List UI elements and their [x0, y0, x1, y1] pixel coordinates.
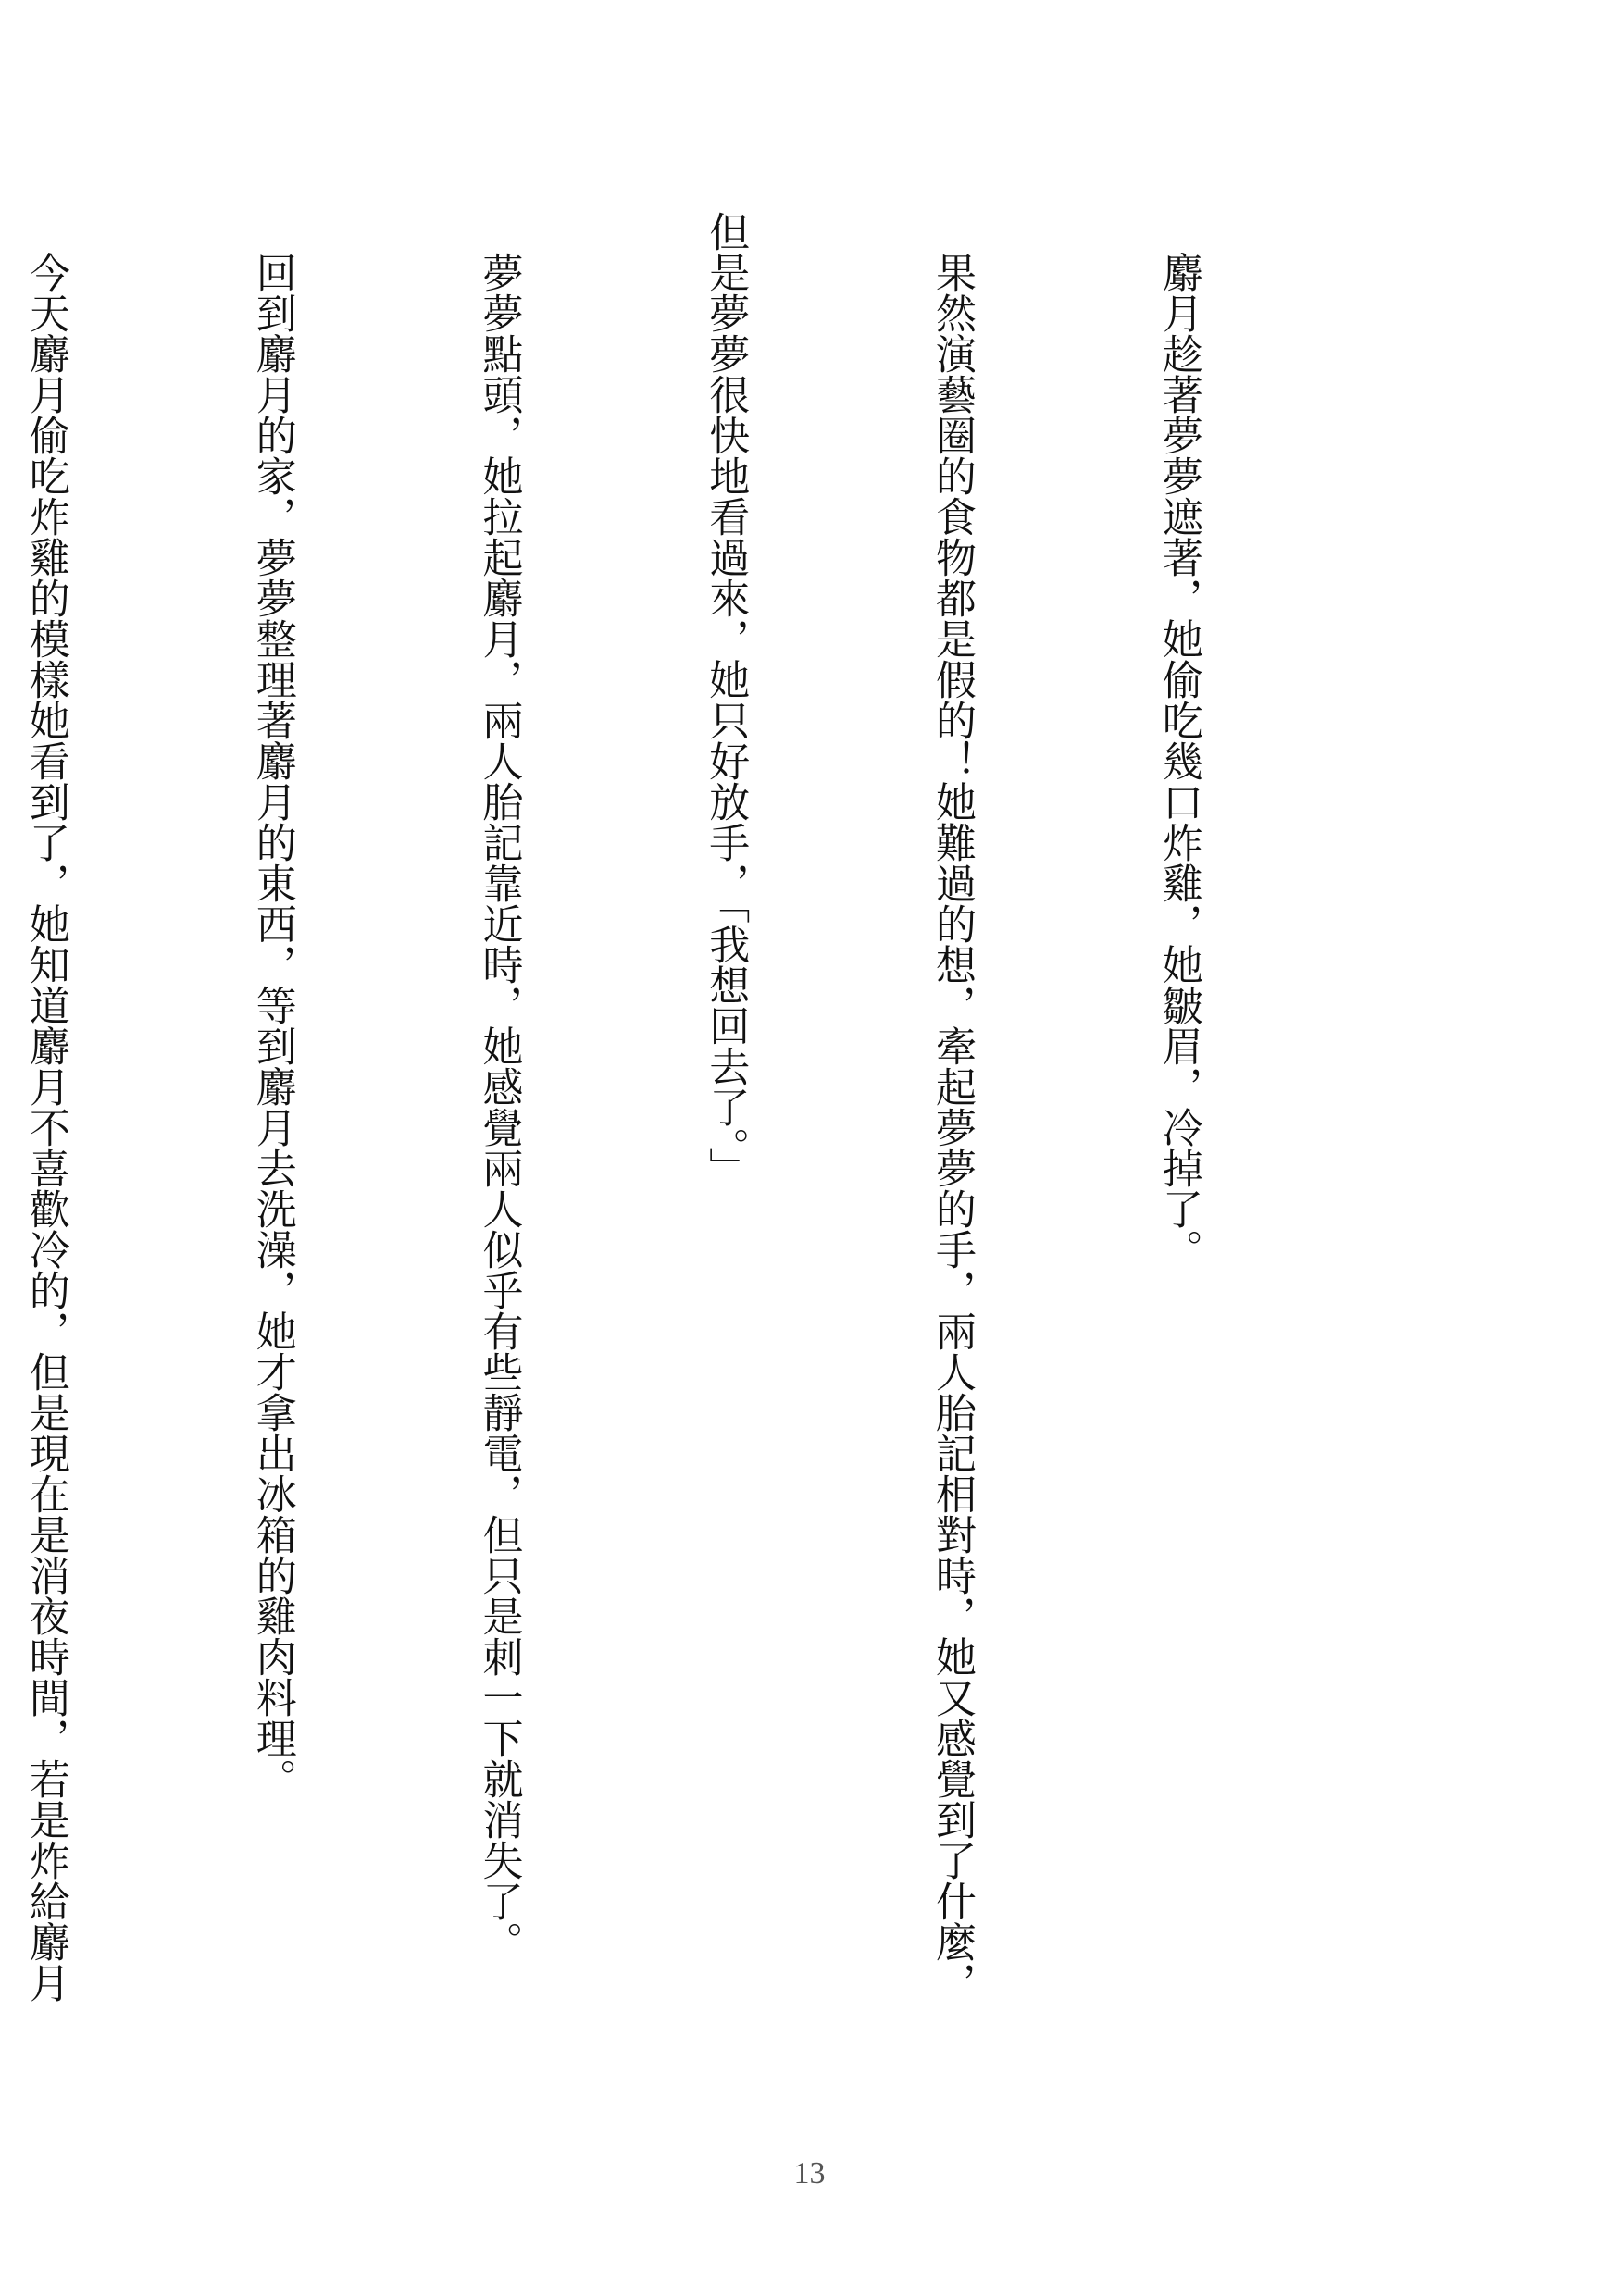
text-line-4: 夢夢點頭，她拉起麝月，兩人胎記靠近時，她感覺兩人似乎有些靜電，但只是刺一下就消失了。 — [475, 252, 523, 1962]
text-line-5: 回到麝月的家，夢夢整理著麝月的東西，等到麝月去洗澡，她才拿出冰箱的雞肉料理。 — [248, 252, 296, 1799]
text-line-2: 果然演藝圈的食物都是假的！她難過的想，牽起夢夢的手，兩人胎記相對時，她又感覺到了什麼， — [928, 252, 977, 2003]
vertical-text-body — [21, 211, 1367, 2016]
text-line-1: 麝月趁著夢夢遮著，她偷吃幾口炸雞，她皺眉，冷掉了。 — [1154, 252, 1202, 1270]
text-line-3: 但是夢夢很快地看過來，她只好放手，「我想回去了。」 — [702, 211, 750, 1188]
page-number: 13 — [793, 2156, 826, 2191]
text-line-6: 今天麝月偷吃炸雞的模樣她看到了，她知道麝月不喜歡冷的，但是現在是消夜時間，若是炸給麝月 — [21, 252, 69, 2003]
